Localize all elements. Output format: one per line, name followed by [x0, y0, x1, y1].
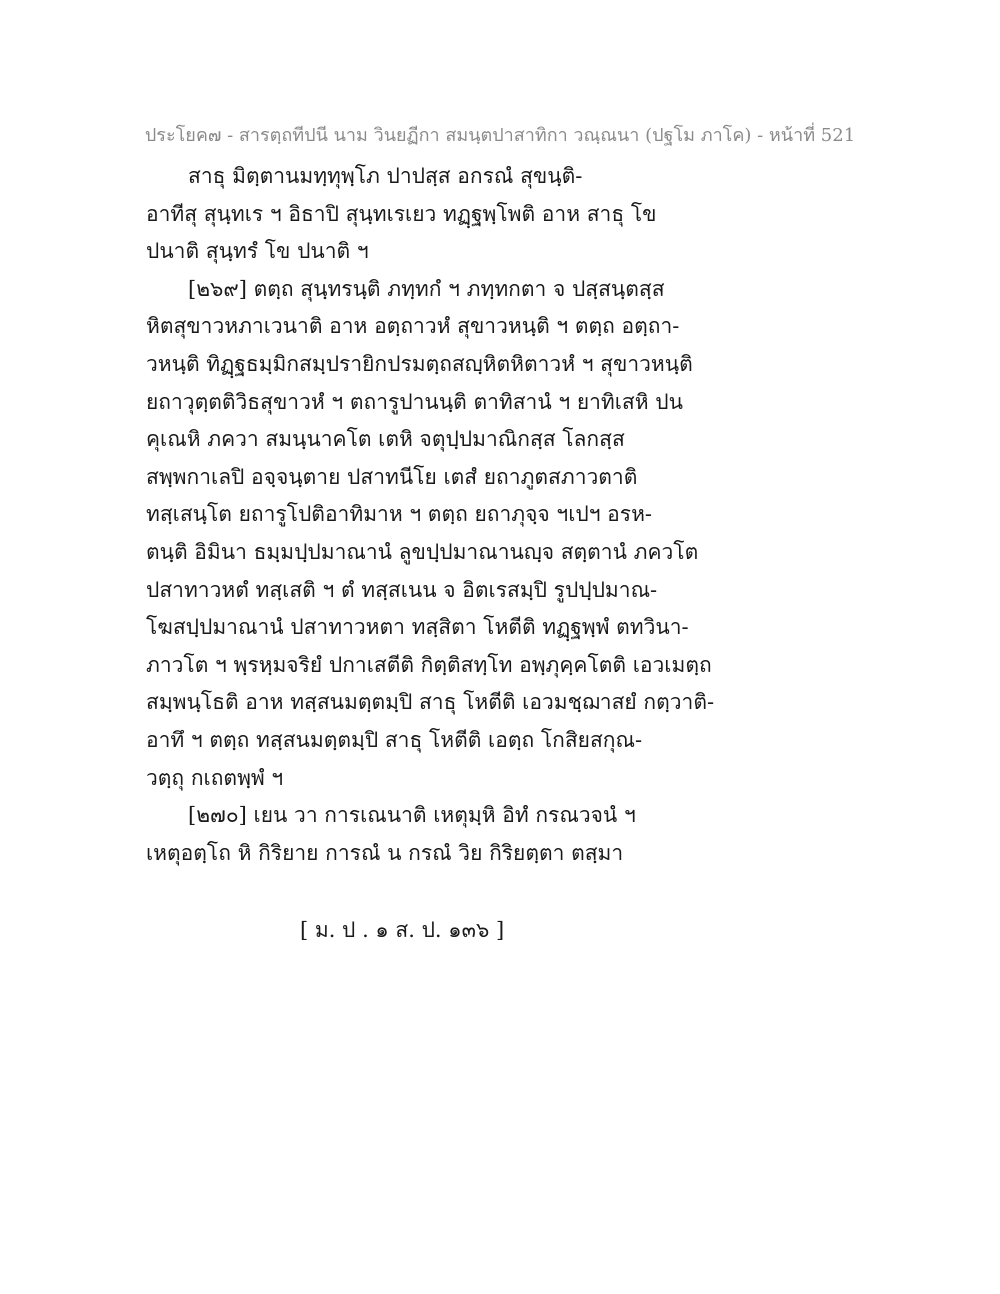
text-line: เหตุอตฺโถ หิ กิริยาย การณํ น กรณํ วิย กิริยตฺตา ตสฺมา: [146, 840, 624, 865]
text-line: วตฺถุ กเถตพฺพํ ฯ: [146, 765, 284, 790]
text-line: ยถาวุตฺตติวิธสุขาวหํ ฯ ตถารูปานนฺติ ตาทิสานํ ฯ ยาทิเสหิ ปน: [146, 389, 683, 414]
text-line: อาทีสุ สุนฺทเร ฯ อิธาปิ สุนฺทเรเยว ทฏฺฐพฺโพติ อาห สาธุ โข: [146, 201, 657, 226]
paragraph-start-line: [๒๖๙] ตตฺถ สุนฺทรนฺติ ภทฺทกํ ฯ ภทฺทกตา จ ปสฺสนฺตสฺส: [188, 276, 665, 301]
paragraph-start-line: [๒๗๐] เยน วา การเณนาติ เหตุมฺหิ อิทํ กรณวจนํ ฯ: [188, 803, 636, 828]
text-line: ปนาติ สุนฺทรํ โข ปนาติ ฯ: [146, 239, 369, 264]
text-line: อาทึ ฯ ตตฺถ ทสฺสนมตฺตมฺปิ สาธุ โหตีติ เอตฺถ โกสิยสกุณ-: [146, 727, 643, 752]
text-line: ปสาทาวหตํ ทสฺเสติ ฯ ตํ ทสฺสเนน จ อิตเรสมฺปิ รูปปฺปมาณ-: [146, 577, 658, 602]
text-line: คุเณหิ ภควา สมนฺนาคโต เตหิ จตุปฺปมาณิกสฺส โลกสฺส: [146, 427, 625, 452]
text-line: ตนฺติ อิมินา ธมฺมปฺปมาณานํ ลูขปฺปมาณานญฺจ สตฺตานํ ภควโต: [146, 539, 699, 564]
text-line: สาธุ มิตฺตานมทฺทุพฺโภ ปาปสฺส อกรณํ สุขนฺติ-: [188, 164, 583, 188]
body-text: [146, 158, 866, 872]
text-line: สพฺพกาเลปิ อจฺจนฺตาย ปสาทนีโย เตสํ ยถาภูตสภาวตาติ: [146, 464, 638, 489]
page-reference: [ ม. ป . ๑ ส. ป. ๑๓๖ ]: [300, 918, 505, 942]
text-line: ภาวโต ฯ พฺรหฺมจริยํ ปกาเสตีติ กิตฺติสทฺโท อพฺภุคฺคโตติ เอวเมตฺถ: [146, 652, 712, 677]
text-line: วหนฺติ ทิฏฺฐธมฺมิกสมฺปรายิกปรมตฺถสญฺหิตหิตาวหํ ฯ สุขาวหนฺติ: [146, 351, 693, 376]
text-line: หิตสุขาวหภาเวนาติ อาห อตฺถาวหํ สุขาวหนฺติ ฯ ตตฺถ อตฺถา-: [146, 314, 680, 339]
text-line: สมฺพนฺโธติ อาห ทสฺสนมตฺตมฺปิ สาธุ โหตีติ เอวมชฺฌาสยํ กตฺวาติ-: [146, 690, 715, 715]
text-line: โฆสปฺปมาณานํ ปสาทาวหตา ทสฺสิตา โหตีติ ทฏฺฐพฺพํ ตทวินา-: [146, 615, 689, 640]
page-header: ประโยค๗ - สารตฺถทีปนี นาม วินยฏีกา สมนฺตปาสาทิกา วณฺณนา (ปฐโม ภาโค) - หน้าที่ 521: [144, 125, 856, 146]
text-line: ทสฺเสนฺโต ยถารูโปติอาทิมาห ฯ ตตฺถ ยถาภุจฺจ ฯเปฯ อรห-: [146, 502, 653, 527]
